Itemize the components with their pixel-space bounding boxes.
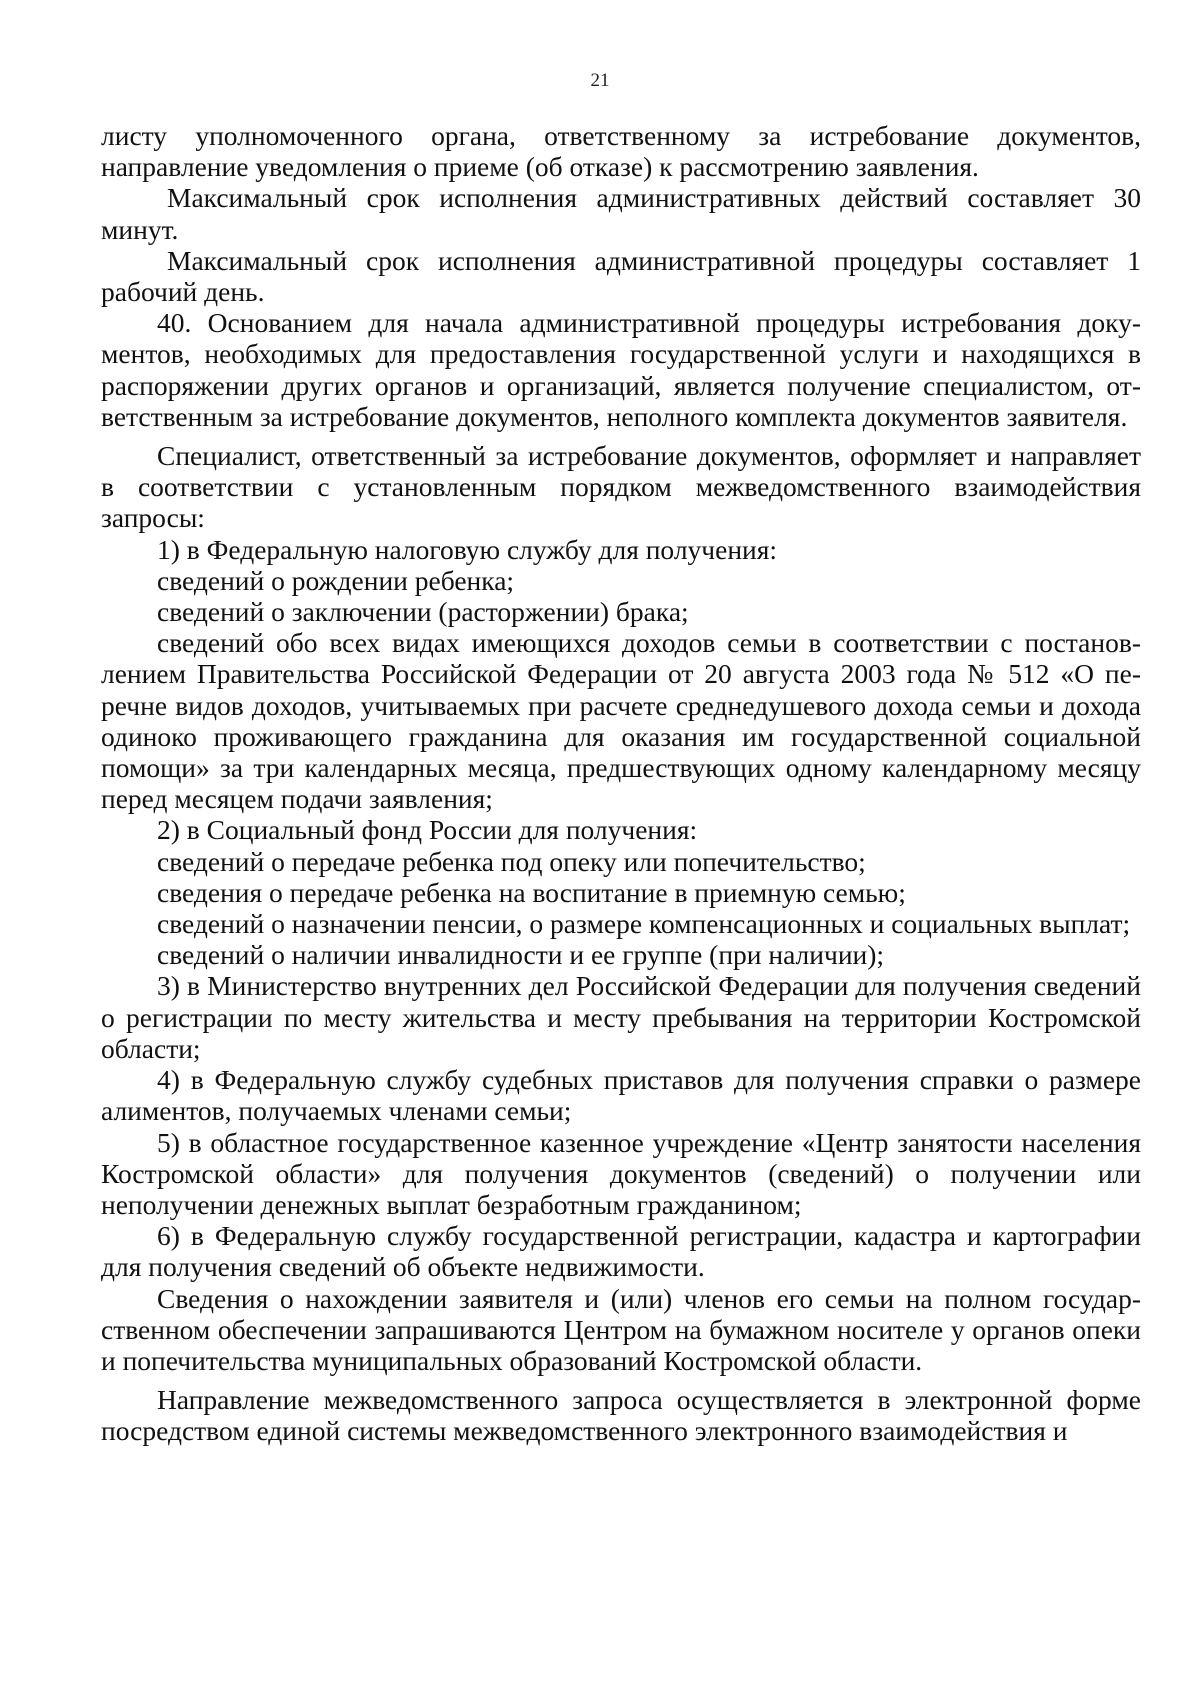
list-item: сведений о рождении ребенка; <box>157 564 515 596</box>
list-item: сведений о передаче ребенка под опеку или попечительство; <box>157 845 866 877</box>
paragraph: Максимальный срок исполнения административной процедуры составляет 1 рабочий день. <box>101 244 1141 308</box>
list-item: сведений обо всех видах имеющихся доходов семьи в соответствии с постановлением Правительства Российской Федерации от 20 августа 2003 года № 512 «О перечне видов доходов, учитываемых при расчете среднедушевого дохода семьи и дохода одиноко проживающего гражданина для оказания им государственной социальной помощи» за три календарных месяца, предшествующих одному календарному месяцу перед месяцем подачи заявления; <box>101 627 1141 815</box>
paragraph: листу уполномоченного органа, ответственному за истребование документов, направление уведомления о приеме (об отказе) к рассмотрению заявления. <box>101 120 1141 183</box>
list-item: 4) в Федеральную службу судебных приставов для получения справки о размере алиментов, получаемых членами семьи; <box>101 1064 1141 1127</box>
paragraph: 40. Основанием для начала административной процедуры истребования документов, необходимых для предоставления государственной услуги и находящихся в распоряжении других органов и организаций, является получение специалистом, ответственным за истребование документов, неполного комплекта документов заявителя. <box>101 307 1141 432</box>
list-item: 1) в Федеральную налоговую службу для получения: <box>157 533 778 565</box>
list-item: 3) в Министерство внутренних дел Российской Федерации для получения сведений о регистрации по месту жительства и месту пребывания на территории Костромской области; <box>101 970 1141 1064</box>
list-item: сведений о наличии инвалидности и ее группе (при наличии); <box>157 939 885 971</box>
paragraph: Специалист, ответственный за истребование документов, оформляет и направляет в соответствии с установленным порядком межведомственного взаимодействия запросы: <box>101 440 1141 534</box>
list-item: 5) в областное государственное казенное учреждение «Центр занятости населения Костромской области» для получения документов (сведений) о получении или неполучении денежных выплат безработным гражданином; <box>101 1126 1141 1220</box>
paragraph: Максимальный срок исполнения административных действий составляет 30 минут. <box>101 182 1141 245</box>
paragraph: Направление межведомственного запроса осуществляется в электронной форме посредством единой системы межведомственного электронного взаимодействия и <box>101 1384 1141 1447</box>
list-item: 6) в Федеральную службу государственной регистрации, кадастра и картографии для получения сведений об объекте недвижимости. <box>101 1220 1141 1283</box>
paragraph: Сведения о нахождении заявителя и (или) членов его семьи на полном государственном обеспечении запрашиваются Центром на бумажном носителе у органов опеки и попечительства муниципальных образований Костромской области. <box>101 1282 1141 1376</box>
list-item: сведений о назначении пенсии, о размере компенсационных и социальных выплат; <box>157 908 1131 940</box>
list-item: 2) в Социальный фонд России для получения: <box>157 814 698 846</box>
list-item: сведений о заключении (расторжении) брака; <box>157 596 689 628</box>
document-body <box>101 120 1141 1447</box>
page-number: 21 <box>590 70 610 91</box>
list-item: сведения о передаче ребенка на воспитание в приемную семью; <box>157 876 906 908</box>
